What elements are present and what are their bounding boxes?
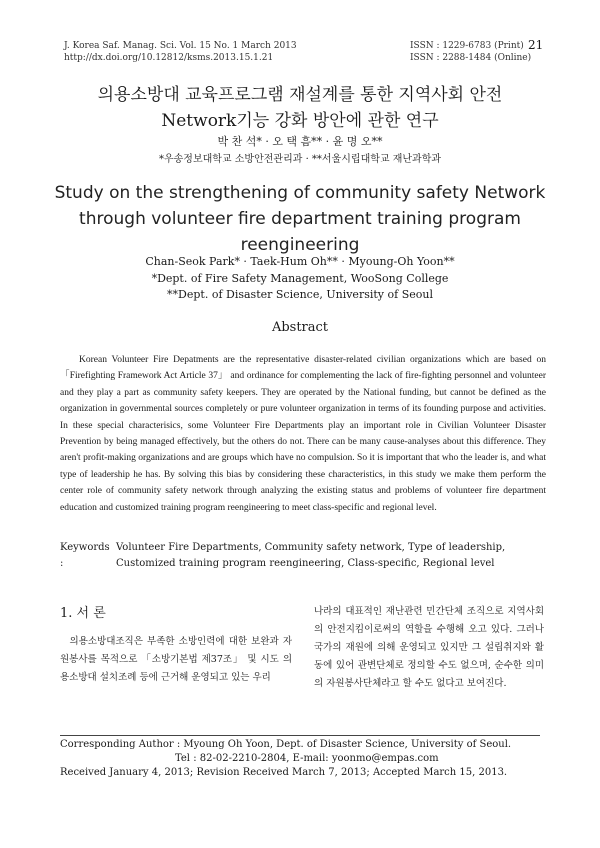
korean-authors: 박 찬 석* · 오 택 흠** · 윤 명 오** xyxy=(217,135,383,148)
english-title-line1: Study on the strengthening of community safety Network xyxy=(54,183,546,203)
page-number: 21 xyxy=(528,38,544,52)
keywords-text: Volunteer Fire Departments, Community safety network, Type of leadership, Customized training program reengineering, Class-specific, Regional level xyxy=(116,542,506,569)
footnote xyxy=(60,738,540,780)
english-title-line3: reengineering xyxy=(240,235,360,255)
korean-title-line1: 의용소방대 교육프로그램 재설계를 통한 지역사회 안전 xyxy=(97,85,503,105)
keywords xyxy=(60,540,546,572)
intro-left-column: 의용소방대조직은 부족한 소방인력에 대한 보완과 자원봉사를 목적으로 「소방기본법 제37조」 및 시도 의용소방대 설치조례 등에 근거해 운영되고 있는 우리 xyxy=(60,636,292,683)
english-title xyxy=(0,180,600,258)
korean-title xyxy=(0,82,600,134)
korean-title-line2: Network기능 강화 방안에 관한 연구 xyxy=(161,111,439,131)
affiliation-seoul: **Dept. of Disaster Science, University of Seoul xyxy=(167,288,433,301)
corresponding-author: Corresponding Author : Myoung Oh Yoon, Dept. of Disaster Science, University of Seoul. xyxy=(60,739,512,750)
intro-right-column: 나라의 대표적인 재난관련 민간단체 조직으로 지역사회의 안전지킴이로써의 역할을 수행해 오고 있다. 그러나 국가의 재원에 의해 운영되고 있지만 그 설립취지와 활동에 있어 관변단체로 정의할 수도 없으며, 순수한 의미의 자원봉사단체라고 할 수도 없다고 보여진다. xyxy=(314,606,544,689)
abstract-body: Korean Volunteer Fire Depatments are the representative disaster-related civilian organizations which are based on 「Firefighting Framework Act Article 37」 and ordinance for complementing the lack of fire-fighting personnel and volunteer and they play a part as community safety keepers. They are operated by the National funding, but cannot be defined as the organization in governmental sources completely or pure volunteer organization in terms of its founding purpose and activities. In these special characterisics, some Volunteer Fire Departments play an important role in Civilian Volunteer Disaster Prevention by being managed effectively, but the others do not. There can be many cause-analyses about this difference. They aren't profit-making organizations and are groups which have no compulsion. So it is important that who the leader is, and what type of leadership he has. By solving this bias by considering these characteristics, in this study we make them perform the center role of community safety network through analyzing the existing status and problems of volunteer fire department education and customized training program reengineering to meet class-specific and regional level. xyxy=(60,355,546,513)
received-dates: Received January 4, 2013; Revision Received March 7, 2013; Accepted March 15, 2013. xyxy=(60,767,508,778)
issn-online: ISSN : 2288-1484 (Online) xyxy=(410,53,532,63)
footnote-divider xyxy=(60,735,540,736)
journal-citation: J. Korea Saf. Manag. Sci. Vol. 15 No. 1 March 2013 xyxy=(64,41,297,51)
english-title-line2: through volunteer fire department training program xyxy=(79,209,521,229)
issn-print: ISSN : 1229-6783 (Print) xyxy=(410,41,524,51)
english-authors: Chan-Seok Park* · Taek-Hum Oh** · Myoung-Oh Yoon** xyxy=(145,255,455,268)
journal-header xyxy=(64,40,297,64)
english-affiliation xyxy=(0,271,600,303)
abstract-heading: Abstract xyxy=(271,320,329,335)
issn-block xyxy=(410,40,531,64)
doi-link[interactable]: http://dx.doi.org/10.12812/ksms.2013.15.1.21 xyxy=(64,53,274,63)
affiliation-woosong: *Dept. of Fire Safety Management, WooSong College xyxy=(151,272,449,285)
contact-info: Tel : 82-02-2210-2804, E-mail: yoonmo@empas.com xyxy=(175,753,439,764)
keywords-label: Keywords : xyxy=(60,542,110,569)
section-heading-introduction: 1. 서 론 xyxy=(60,606,106,621)
korean-affiliation: *우송정보대학교 소방안전관리과 · **서울시립대학교 재난과학과 xyxy=(158,154,442,165)
